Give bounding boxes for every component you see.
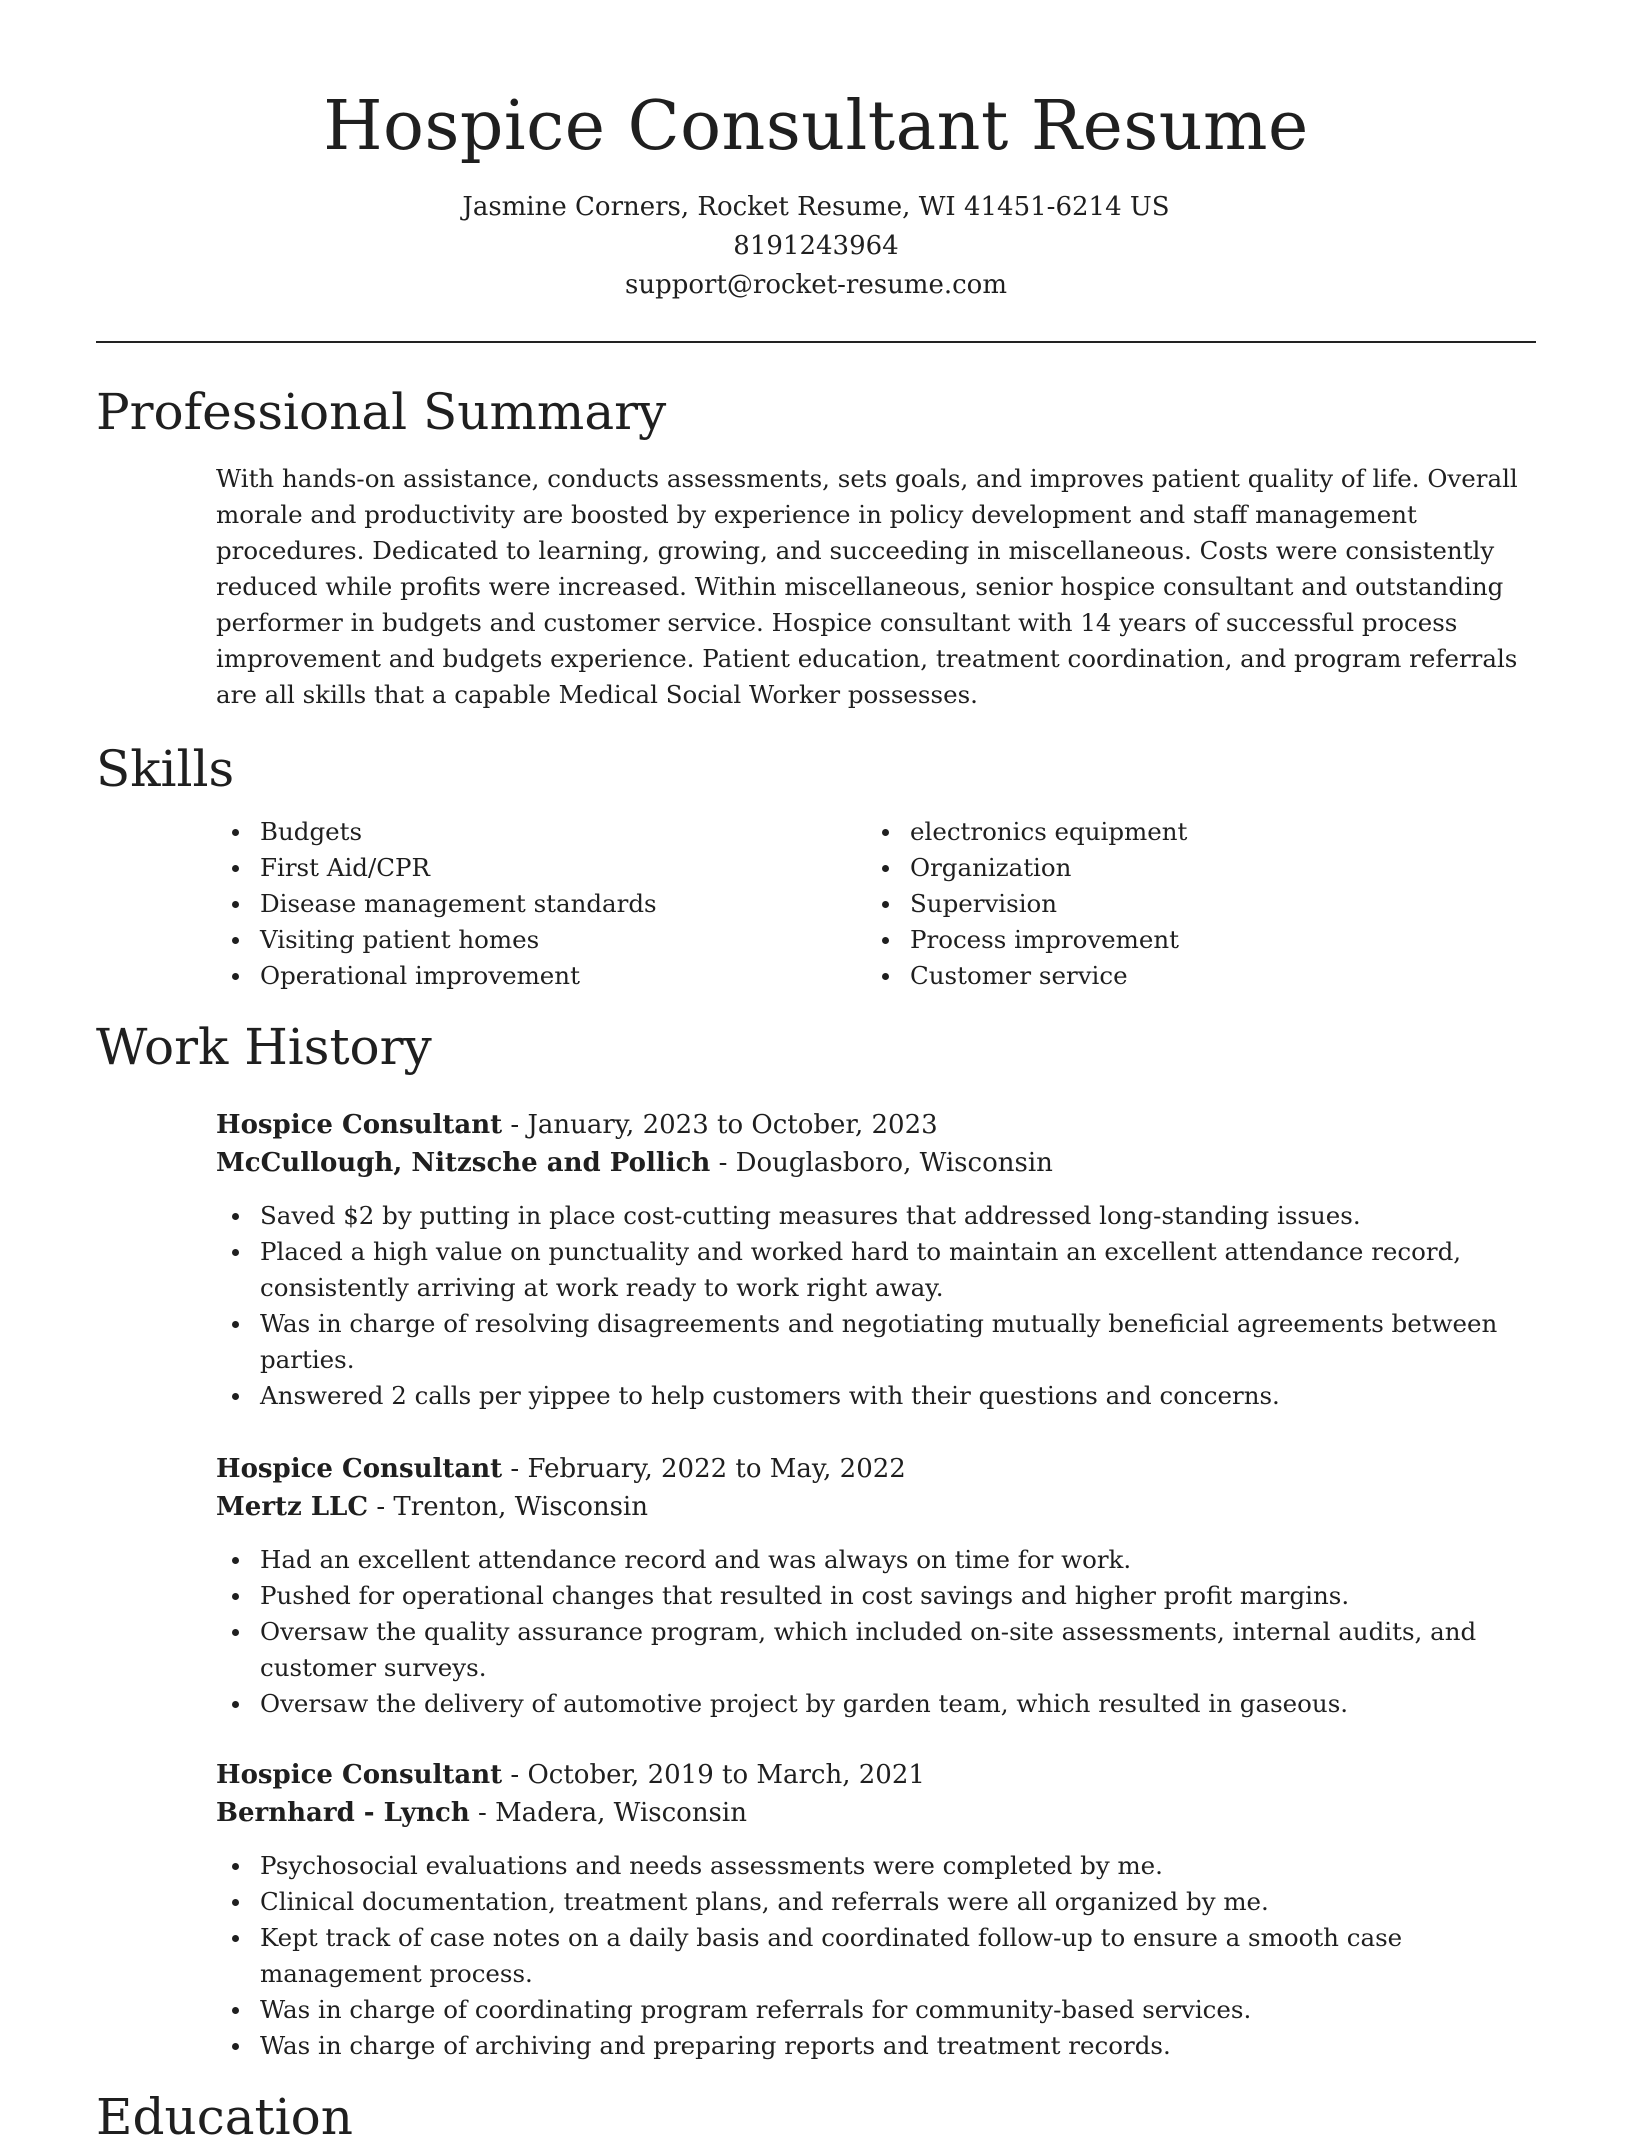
job-bullet: Was in charge of coordinating program referrals for community-based services.: [216, 1992, 1536, 2028]
job-location: - Trenton, Wisconsin: [368, 1491, 648, 1522]
skill-item: Supervision: [866, 886, 1516, 922]
job-title-line: [216, 1106, 1536, 1144]
job-bullets: [216, 1848, 1536, 2064]
section-title-education: Education: [96, 2087, 353, 2146]
job-title-line: [216, 1756, 1536, 1794]
contact-phone: 8191243964: [733, 231, 899, 261]
skill-item: electronics equipment: [866, 814, 1516, 850]
section-title-skills: Skills: [96, 739, 235, 798]
job-entry: [216, 1756, 1536, 2064]
job-dates: - October, 2019 to March, 2021: [502, 1759, 925, 1790]
skill-item: Visiting patient homes: [216, 922, 866, 958]
resume-title: Hospice Consultant Resume: [323, 87, 1309, 166]
skill-item: Budgets: [216, 814, 866, 850]
job-title-line: [216, 1450, 1536, 1488]
header-divider: [96, 341, 1536, 343]
job-bullet: Oversaw the quality assurance program, which included on-site assessments, internal audits, and customer surveys.: [216, 1614, 1536, 1686]
job-company: Mertz LLC: [216, 1491, 369, 1522]
job-bullets: [216, 1198, 1536, 1414]
job-company: Bernhard - Lynch: [216, 1797, 470, 1828]
job-entry: [216, 1106, 1536, 1414]
skill-item: First Aid/CPR: [216, 850, 866, 886]
job-bullet: Kept track of case notes on a daily basis and coordinated follow-up to ensure a smooth case management process.: [216, 1920, 1536, 1992]
job-bullet: Oversaw the delivery of automotive project by garden team, which resulted in gaseous.: [216, 1686, 1536, 1722]
skill-item: Disease management standards: [216, 886, 866, 922]
resume-page: [96, 0, 1536, 2148]
skill-item: Operational improvement: [216, 958, 866, 994]
job-location: - Douglasboro, Wisconsin: [710, 1147, 1053, 1178]
job-title: Hospice Consultant: [216, 1759, 503, 1790]
job-bullet: Answered 2 calls per yippee to help customers with their questions and concerns.: [216, 1378, 1536, 1414]
skills-column-left: [216, 814, 866, 994]
job-location: - Madera, Wisconsin: [469, 1797, 747, 1828]
job-title: Hospice Consultant: [216, 1109, 503, 1140]
skills-column-right: [866, 814, 1516, 994]
section-title-summary: Professional Summary: [96, 383, 667, 441]
skill-item: Process improvement: [866, 922, 1516, 958]
job-company-line: [216, 1488, 1536, 1526]
skills-list: [216, 814, 1536, 994]
job-bullet: Was in charge of resolving disagreements and negotiating mutually beneficial agreements between parties.: [216, 1306, 1536, 1378]
contact-block: [96, 188, 1536, 305]
job-bullet: Clinical documentation, treatment plans, and referrals were all organized by me.: [216, 1884, 1536, 1920]
job-bullet: Saved $2 by putting in place cost-cutting measures that addressed long-standing issues.: [216, 1198, 1536, 1234]
skill-item: Customer service: [866, 958, 1516, 994]
job-bullets: [216, 1542, 1536, 1722]
contact-email: support@rocket-resume.com: [624, 270, 1007, 300]
job-company: McCullough, Nitzsche and Pollich: [216, 1147, 711, 1178]
job-bullet: Was in charge of archiving and preparing reports and treatment records.: [216, 2028, 1536, 2064]
job-bullet: Psychosocial evaluations and needs assessments were completed by me.: [216, 1848, 1536, 1884]
section-title-work-history: Work History: [96, 1017, 432, 1076]
job-dates: - January, 2023 to October, 2023: [502, 1109, 938, 1140]
job-company-line: [216, 1144, 1536, 1182]
job-bullet: Had an excellent attendance record and was always on time for work.: [216, 1542, 1536, 1578]
summary-text: With hands-on assistance, conducts assessments, sets goals, and improves patient quality of life. Overall morale and productivity are boosted by experience in policy development and staff management procedures. Dedicated to learning, growing, and succeeding in miscellaneous. Costs were consistently reduced while profits were increased. Within miscellaneous, senior hospice consultant and outstanding performer in budgets and customer service. Hospice consultant with 14 years of successful process improvement and budgets experience. Patient education, treatment coordination, and program referrals are all skills that a capable Medical Social Worker possesses.: [216, 464, 1518, 709]
job-bullet: Pushed for operational changes that resulted in cost savings and higher profit margins.: [216, 1578, 1536, 1614]
skill-item: Organization: [866, 850, 1516, 886]
job-title: Hospice Consultant: [216, 1453, 503, 1484]
job-entry: [216, 1450, 1536, 1722]
job-dates: - February, 2022 to May, 2022: [502, 1453, 906, 1484]
job-company-line: [216, 1794, 1536, 1832]
job-bullet: Placed a high value on punctuality and worked hard to maintain an excellent attendance record, consistently arriving at work ready to work right away.: [216, 1234, 1536, 1306]
contact-address: Jasmine Corners, Rocket Resume, WI 41451-6214 US: [462, 192, 1170, 222]
